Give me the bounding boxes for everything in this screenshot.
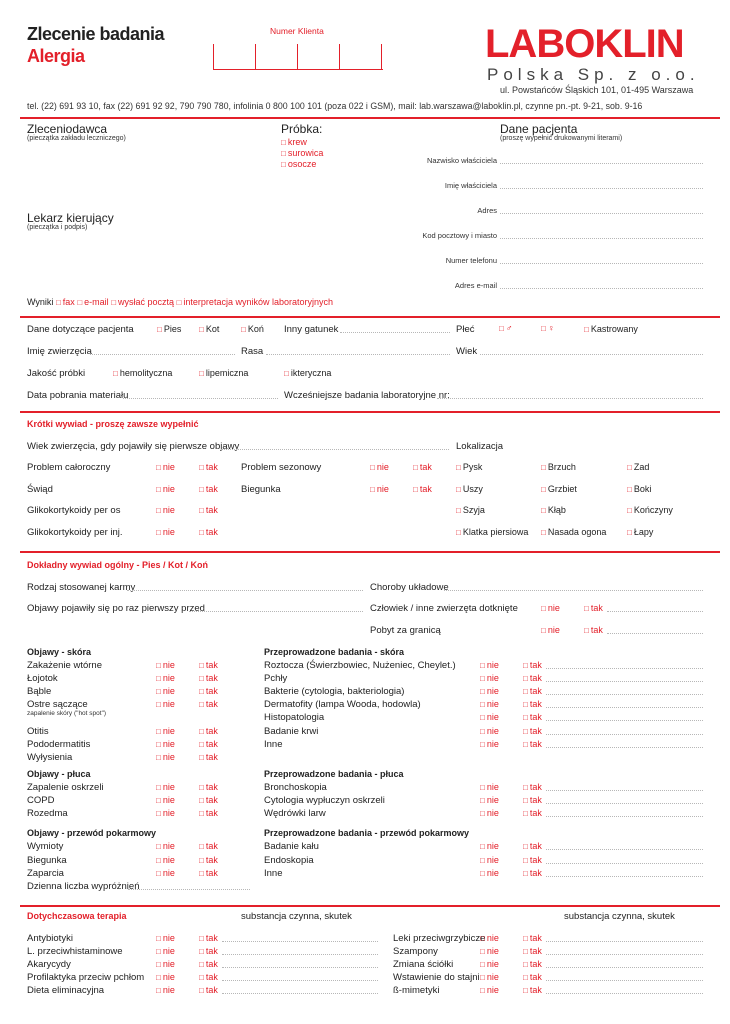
lung-test-2-field[interactable] — [546, 816, 703, 817]
gi-symptom-2-yes-checkbox[interactable]: □ tak — [199, 868, 218, 878]
therapy-left-4-no-checkbox[interactable]: □ nie — [156, 985, 175, 995]
skin-test-2-label: Bakterie (cytologia, bakteriologia) — [264, 686, 405, 697]
year-round-no-checkbox[interactable]: □ nie — [156, 462, 175, 472]
lung-symptom-2-no-checkbox[interactable]: □ nie — [156, 808, 175, 818]
patient-data-label: Dane dotyczące pacjenta — [27, 324, 134, 335]
skin-symptom-1-label: Łojotok — [27, 673, 58, 684]
divider — [20, 411, 720, 413]
therapy-right-1-no-checkbox[interactable]: □ nie — [480, 946, 499, 956]
neutered-checkbox[interactable]: □ Kastrowany — [584, 324, 638, 334]
loc-lapy-checkbox[interactable]: □ Łapy — [627, 527, 653, 537]
lung-test-2-yes-checkbox[interactable]: □ tak — [523, 808, 542, 818]
company-name: Polska Sp. z o.o. — [487, 65, 700, 84]
previous-tests-field[interactable] — [437, 398, 703, 399]
species-kot-checkbox[interactable]: □ Kot — [199, 324, 219, 334]
age-onset-label: Wiek zwierzęcia, gdy pojawiły się pierwsze objawy — [27, 441, 240, 452]
breed-field[interactable] — [266, 354, 450, 355]
loc-grzbiet-checkbox[interactable]: □ Grzbiet — [541, 484, 577, 494]
skin-test-6-label: Inne — [264, 739, 283, 750]
owner-email-label: Adres e-mail — [454, 281, 497, 290]
skin-test-1-no-checkbox[interactable]: □ nie — [480, 673, 499, 683]
lung-test-0-yes-checkbox[interactable]: □ tak — [523, 782, 542, 792]
skin-test-3-no-checkbox[interactable]: □ nie — [480, 699, 499, 709]
therapy-right-0-label: Leki przeciwgrzybicze — [393, 933, 486, 944]
skin-test-5-field[interactable] — [546, 734, 703, 735]
gi-test-0-field[interactable] — [546, 849, 703, 850]
skin-symptom-1-no-checkbox[interactable]: □ nie — [156, 673, 175, 683]
client-number-label: Numer Klienta — [270, 26, 324, 36]
skin-symptom-0-no-checkbox[interactable]: □ nie — [156, 660, 175, 670]
client-number-field[interactable] — [213, 44, 383, 70]
seasonal-no-checkbox[interactable]: □ nie — [370, 462, 389, 472]
breed-label: Rasa — [241, 346, 264, 357]
therapy-right-3-label: Wstawienie do stajni — [393, 972, 480, 983]
lung-symptom-1-no-checkbox[interactable]: □ nie — [156, 795, 175, 805]
gi-symptom-0-yes-checkbox[interactable]: □ tak — [199, 841, 218, 851]
skin-symptom-0-label: Zakażenie wtórne — [27, 660, 102, 671]
skin-symptom-0-yes-checkbox[interactable]: □ tak — [199, 660, 218, 670]
glucocorticoid-inj-label: Glikokortykoidy per inj. — [27, 527, 123, 538]
gi-symptom-0-no-checkbox[interactable]: □ nie — [156, 841, 175, 851]
gi-test-1-field[interactable] — [546, 863, 703, 864]
gi-tests-title: Przeprowadzone badania - przewód pokarmowy — [264, 828, 470, 838]
loc-uszy-checkbox[interactable]: □ Uszy — [456, 484, 483, 494]
skin-test-0-no-checkbox[interactable]: □ nie — [480, 660, 499, 670]
dane-pacjenta-note: (proszę wypełnić drukowanymi literami) — [500, 135, 623, 142]
animal-name-label: Imię zwierzęcia — [27, 346, 92, 357]
owner-name-field[interactable] — [500, 188, 703, 189]
owner-email-field[interactable] — [500, 288, 703, 289]
owner-phone-field[interactable] — [500, 263, 703, 264]
gi-test-2-label: Inne — [264, 868, 283, 879]
skin-test-2-no-checkbox[interactable]: □ nie — [480, 686, 499, 696]
skin-symptom-4-yes-checkbox[interactable]: □ tak — [199, 726, 218, 736]
glucocorticoid-oral-label: Glikokortykoidy per os — [27, 505, 121, 516]
systemic-diseases-label: Choroby układowe — [370, 582, 449, 593]
skin-test-0-yes-checkbox[interactable]: □ tak — [523, 660, 542, 670]
therapy-left-0-yes-checkbox[interactable]: □ tak — [199, 933, 218, 943]
skin-test-6-no-checkbox[interactable]: □ nie — [480, 739, 499, 749]
therapy-right-3-yes-checkbox[interactable]: □ tak — [523, 972, 542, 982]
wyniki-label: Wyniki — [27, 297, 54, 307]
therapy-left-2-no-checkbox[interactable]: □ nie — [156, 959, 175, 969]
age-label: Wiek — [456, 346, 478, 357]
therapy-left-2-label: Akarycydy — [27, 959, 71, 970]
therapy-right-4-field[interactable] — [546, 993, 703, 994]
gi-symptom-1-yes-checkbox[interactable]: □ tak — [199, 855, 218, 865]
therapy-right-4-no-checkbox[interactable]: □ nie — [480, 985, 499, 995]
lung-test-1-yes-checkbox[interactable]: □ tak — [523, 795, 542, 805]
skin-symptom-2-yes-checkbox[interactable]: □ tak — [199, 686, 218, 696]
skin-test-0-label: Roztocza (Świerzbowiec, Nużeniec, Cheylet.) — [264, 660, 456, 671]
gi-test-0-yes-checkbox[interactable]: □ tak — [523, 841, 542, 851]
loc-szyja-checkbox[interactable]: □ Szyja — [456, 505, 485, 515]
substance-header-right: substancja czynna, skutek — [564, 911, 675, 922]
icteric-checkbox[interactable]: □ ikteryczna — [284, 368, 331, 378]
therapy-left-4-field[interactable] — [222, 993, 378, 994]
wyniki-email-checkbox[interactable]: □ e-mail — [77, 297, 108, 307]
skin-test-6-yes-checkbox[interactable]: □ tak — [523, 739, 542, 749]
owner-address-label: Adres — [477, 206, 497, 215]
lung-symptom-0-label: Zapalenie oskrzeli — [27, 782, 104, 793]
divider — [20, 905, 720, 907]
skin-symptom-1-yes-checkbox[interactable]: □ tak — [199, 673, 218, 683]
therapy-left-4-yes-checkbox[interactable]: □ tak — [199, 985, 218, 995]
skin-symptom-2-label: Bąble — [27, 686, 52, 697]
diarrhea-short-yes-checkbox[interactable]: □ tak — [413, 484, 432, 494]
previous-tests-label: Wcześniejsze badania laboratoryjne nr: — [284, 390, 450, 401]
skin-symptom-3-label: Ostre sączące — [27, 699, 88, 710]
loc-klab-checkbox[interactable]: □ Kłąb — [541, 505, 566, 515]
sex-female-checkbox[interactable]: □ ♀ — [541, 323, 555, 333]
therapy-left-0-field[interactable] — [222, 941, 378, 942]
skin-test-3-yes-checkbox[interactable]: □ tak — [523, 699, 542, 709]
skin-test-1-field[interactable] — [546, 681, 703, 682]
wyniki-interpretation-checkbox[interactable]: □ interpretacja wyników laboratoryjnych — [177, 297, 333, 307]
therapy-right-0-field[interactable] — [546, 941, 703, 942]
species-kon-checkbox[interactable]: □ Koń — [241, 324, 264, 334]
food-type-label: Rodzaj stosowanej karmy — [27, 582, 136, 593]
company-address: ul. Powstańców Śląskich 101, 01-495 Warszawa — [500, 85, 694, 95]
lung-tests-title: Przeprowadzone badania - płuca — [264, 769, 404, 779]
lung-test-2-no-checkbox[interactable]: □ nie — [480, 808, 499, 818]
abroad-field[interactable] — [607, 633, 703, 634]
sex-male-checkbox[interactable]: □ ♂ — [499, 323, 513, 333]
therapy-left-1-field[interactable] — [222, 954, 378, 955]
therapy-left-2-field[interactable] — [222, 967, 378, 968]
wyniki-fax-checkbox[interactable]: □ fax — [56, 297, 75, 307]
others-affected-label: Człowiek / inne zwierzęta dotknięte — [370, 603, 518, 614]
others-affected-no-checkbox[interactable]: □ nie — [541, 603, 560, 613]
therapy-right-0-yes-checkbox[interactable]: □ tak — [523, 933, 542, 943]
lipemic-checkbox[interactable]: □ lipemiczna — [199, 368, 248, 378]
gi-test-2-no-checkbox[interactable]: □ nie — [480, 868, 499, 878]
therapy-right-0-no-checkbox[interactable]: □ nie — [480, 933, 499, 943]
pruritus-no-checkbox[interactable]: □ nie — [156, 484, 175, 494]
lung-symptom-1-yes-checkbox[interactable]: □ tak — [199, 795, 218, 805]
owner-phone-label: Numer telefonu — [445, 256, 497, 265]
owner-address-field[interactable] — [500, 213, 703, 214]
systemic-diseases-field[interactable] — [444, 590, 703, 591]
sample-date-field[interactable] — [123, 398, 278, 399]
daily-defecation-field[interactable] — [128, 889, 250, 890]
gi-symptom-1-label: Biegunka — [27, 855, 67, 866]
gi-symptom-2-label: Zaparcia — [27, 868, 64, 879]
others-affected-yes-checkbox[interactable]: □ tak — [584, 603, 603, 613]
skin-test-2-yes-checkbox[interactable]: □ tak — [523, 686, 542, 696]
skin-test-6-field[interactable] — [546, 747, 703, 748]
skin-test-4-no-checkbox[interactable]: □ nie — [480, 712, 499, 722]
skin-test-2-field[interactable] — [546, 694, 703, 695]
pruritus-label: Świąd — [27, 484, 53, 495]
abroad-label: Pobyt za granicą — [370, 625, 441, 636]
general-history-title: Dokładny wywiad ogólny - Pies / Kot / Koń — [27, 560, 209, 570]
seasonal-label: Problem sezonowy — [241, 462, 322, 473]
therapy-left-3-no-checkbox[interactable]: □ nie — [156, 972, 175, 982]
loc-konczyny-checkbox[interactable]: □ Kończyny — [627, 505, 673, 515]
therapy-left-3-yes-checkbox[interactable]: □ tak — [199, 972, 218, 982]
form-title: Zlecenie badania — [27, 24, 165, 44]
lung-test-1-no-checkbox[interactable]: □ nie — [480, 795, 499, 805]
skin-symptom-6-no-checkbox[interactable]: □ nie — [156, 752, 175, 762]
abroad-no-checkbox[interactable]: □ nie — [541, 625, 560, 635]
hemolytic-checkbox[interactable]: □ hemolityczna — [113, 368, 172, 378]
lung-symptoms-title: Objawy - płuca — [27, 769, 91, 779]
therapy-right-1-field[interactable] — [546, 954, 703, 955]
lung-test-2-label: Wędrówki larw — [264, 808, 326, 819]
age-onset-field[interactable] — [221, 449, 449, 450]
skin-test-1-yes-checkbox[interactable]: □ tak — [523, 673, 542, 683]
lekarz-label: Lekarz kierujący — [27, 211, 114, 225]
skin-test-4-field[interactable] — [546, 720, 703, 721]
skin-test-5-label: Badanie krwi — [264, 726, 319, 737]
therapy-right-1-label: Szampony — [393, 946, 438, 957]
therapy-right-2-no-checkbox[interactable]: □ nie — [480, 959, 499, 969]
therapy-right-4-label: ß-mimetyki — [393, 985, 440, 996]
loc-nasada-checkbox[interactable]: □ Nasada ogona — [541, 527, 606, 537]
laboklin-logo: LABOKLIN — [485, 22, 684, 66]
daily-defecation-label: Dzienna liczba wypróżnień — [27, 881, 140, 892]
zleceniodawca-note: (pieczątka zakładu leczniczego) — [27, 135, 126, 142]
lung-symptom-2-yes-checkbox[interactable]: □ tak — [199, 808, 218, 818]
gi-test-2-field[interactable] — [546, 876, 703, 877]
species-pies-checkbox[interactable]: □ Pies — [157, 324, 181, 334]
skin-symptom-4-label: Otitis — [27, 726, 49, 737]
skin-symptom-6-label: Wyłysienia — [27, 752, 73, 763]
glucocorticoid-inj-yes-checkbox[interactable]: □ tak — [199, 527, 218, 537]
skin-hotspot-note: zapalenie skóry ("hot spot") — [27, 710, 107, 717]
skin-symptom-5-no-checkbox[interactable]: □ nie — [156, 739, 175, 749]
gi-symptoms-title: Objawy - przewód pokarmowy — [27, 828, 157, 838]
animal-name-field[interactable] — [90, 354, 235, 355]
company-contact: tel. (22) 691 93 10, fax (22) 691 92 92, 790 790 780, infolinia 0 800 100 101 (poza 022 i GSM), mail: lab.warszawa@laboklin.pl, czynne pn.-pt. 9-21, sob. 9-16 — [27, 101, 643, 111]
lung-test-0-no-checkbox[interactable]: □ nie — [480, 782, 499, 792]
sex-label: Płeć — [456, 324, 475, 335]
gi-test-1-label: Endoskopia — [264, 855, 314, 866]
other-species-field[interactable] — [340, 332, 450, 333]
skin-symptoms-title: Objawy - skóra — [27, 647, 92, 657]
glucocorticoid-inj-no-checkbox[interactable]: □ nie — [156, 527, 175, 537]
wyniki-post-checkbox[interactable]: □ wysłać pocztą — [111, 297, 174, 307]
lung-symptom-0-no-checkbox[interactable]: □ nie — [156, 782, 175, 792]
skin-symptom-5-yes-checkbox[interactable]: □ tak — [199, 739, 218, 749]
dane-pacjenta-label: Dane pacjenta — [500, 122, 578, 136]
probka-krew-checkbox[interactable]: □ krew — [281, 137, 307, 147]
divider — [20, 117, 720, 119]
skin-test-0-field[interactable] — [546, 668, 703, 669]
divider — [20, 551, 720, 553]
first-symptoms-label: Objawy pojawiły się po raz pierwszy przed — [27, 603, 205, 614]
therapy-left-3-field[interactable] — [222, 980, 378, 981]
therapy-left-1-yes-checkbox[interactable]: □ tak — [199, 946, 218, 956]
lung-test-0-field[interactable] — [546, 790, 703, 791]
loc-boki-checkbox[interactable]: □ Boki — [627, 484, 651, 494]
skin-test-4-yes-checkbox[interactable]: □ tak — [523, 712, 542, 722]
skin-test-1-label: Pchły — [264, 673, 288, 684]
lekarz-note: (pieczątka i podpis) — [27, 224, 88, 231]
skin-symptom-5-label: Pododermatitis — [27, 739, 91, 750]
skin-test-4-label: Histopatologia — [264, 712, 325, 723]
substance-header-left: substancja czynna, skutek — [241, 911, 352, 922]
gi-symptom-0-label: Wymioty — [27, 841, 64, 852]
therapy-left-0-no-checkbox[interactable]: □ nie — [156, 933, 175, 943]
glucocorticoid-oral-yes-checkbox[interactable]: □ tak — [199, 505, 218, 515]
owner-surname-label: Nazwisko właściciela — [426, 156, 497, 165]
probka-label: Próbka: — [281, 122, 323, 136]
glucocorticoid-oral-no-checkbox[interactable]: □ nie — [156, 505, 175, 515]
gi-test-1-yes-checkbox[interactable]: □ tak — [523, 855, 542, 865]
pruritus-yes-checkbox[interactable]: □ tak — [199, 484, 218, 494]
therapy-left-0-label: Antybiotyki — [27, 933, 73, 944]
gi-test-0-label: Badanie kału — [264, 841, 319, 852]
year-round-yes-checkbox[interactable]: □ tak — [199, 462, 218, 472]
therapy-title: Dotychczasowa terapia — [27, 911, 127, 921]
probka-surowica-checkbox[interactable]: □ surowica — [281, 148, 323, 158]
probka-osocze-checkbox[interactable]: □ osocze — [281, 159, 316, 169]
loc-zad-checkbox[interactable]: □ Zad — [627, 462, 649, 472]
skin-symptom-3-no-checkbox[interactable]: □ nie — [156, 699, 175, 709]
therapy-right-1-yes-checkbox[interactable]: □ tak — [523, 946, 542, 956]
wyniki-row — [27, 297, 333, 307]
others-affected-field[interactable] — [607, 611, 703, 612]
year-round-label: Problem całoroczny — [27, 462, 111, 473]
skin-test-5-no-checkbox[interactable]: □ nie — [480, 726, 499, 736]
skin-symptom-6-yes-checkbox[interactable]: □ tak — [199, 752, 218, 762]
owner-postal-field[interactable] — [500, 238, 703, 239]
skin-tests-title: Przeprowadzone badania - skóra — [264, 647, 405, 657]
gi-test-2-yes-checkbox[interactable]: □ tak — [523, 868, 542, 878]
skin-test-3-field[interactable] — [546, 707, 703, 708]
loc-pysk-checkbox[interactable]: □ Pysk — [456, 462, 482, 472]
other-species-label: Inny gatunek — [284, 324, 339, 335]
therapy-right-3-field[interactable] — [546, 980, 703, 981]
lung-test-1-label: Cytologia wypłuczyn oskrzeli — [264, 795, 385, 806]
divider — [20, 316, 720, 318]
diarrhea-short-label: Biegunka — [241, 484, 281, 495]
sample-date-label: Data pobrania materiału — [27, 390, 129, 401]
therapy-left-1-label: L. przeciwhistaminowe — [27, 946, 123, 957]
owner-surname-field[interactable] — [500, 163, 703, 164]
therapy-left-3-label: Profilaktyka przeciw pchłom — [27, 972, 145, 983]
zleceniodawca-label: Zleceniodawca — [27, 122, 108, 136]
lung-test-0-label: Bronchoskopia — [264, 782, 327, 793]
therapy-right-2-yes-checkbox[interactable]: □ tak — [523, 959, 542, 969]
therapy-right-2-field[interactable] — [546, 967, 703, 968]
skin-test-5-yes-checkbox[interactable]: □ tak — [523, 726, 542, 736]
skin-symptom-4-no-checkbox[interactable]: □ nie — [156, 726, 175, 736]
therapy-right-3-no-checkbox[interactable]: □ nie — [480, 972, 499, 982]
gi-test-0-no-checkbox[interactable]: □ nie — [480, 841, 499, 851]
owner-postal-label: Kod pocztowy i miasto — [422, 231, 497, 240]
food-type-field[interactable] — [127, 590, 363, 591]
lung-symptom-1-label: COPD — [27, 795, 55, 806]
loc-brzuch-checkbox[interactable]: □ Brzuch — [541, 462, 576, 472]
skin-symptom-2-no-checkbox[interactable]: □ nie — [156, 686, 175, 696]
localization-label: Lokalizacja — [456, 441, 503, 452]
skin-test-3-label: Dermatofity (lampa Wooda, hodowla) — [264, 699, 421, 710]
gi-symptom-1-no-checkbox[interactable]: □ nie — [156, 855, 175, 865]
owner-name-label: Imię właściciela — [444, 181, 497, 190]
lung-symptom-0-yes-checkbox[interactable]: □ tak — [199, 782, 218, 792]
therapy-right-4-yes-checkbox[interactable]: □ tak — [523, 985, 542, 995]
form-subtitle: Alergia — [27, 46, 85, 66]
age-field[interactable] — [480, 354, 703, 355]
abroad-yes-checkbox[interactable]: □ tak — [584, 625, 603, 635]
diarrhea-short-no-checkbox[interactable]: □ nie — [370, 484, 389, 494]
therapy-left-4-label: Dieta eliminacyjna — [27, 985, 105, 996]
gi-test-1-no-checkbox[interactable]: □ nie — [480, 855, 499, 865]
seasonal-yes-checkbox[interactable]: □ tak — [413, 462, 432, 472]
therapy-right-2-label: Zmiana ściółki — [393, 959, 454, 970]
loc-klatka-checkbox[interactable]: □ Klatka piersiowa — [456, 527, 528, 537]
first-symptoms-field[interactable] — [189, 611, 363, 612]
lung-test-1-field[interactable] — [546, 803, 703, 804]
therapy-left-1-no-checkbox[interactable]: □ nie — [156, 946, 175, 956]
short-history-title: Krótki wywiad - proszę zawsze wypełnić — [27, 419, 199, 429]
sample-quality-label: Jakość próbki — [27, 368, 86, 379]
gi-symptom-2-no-checkbox[interactable]: □ nie — [156, 868, 175, 878]
lung-symptom-2-label: Rozedma — [27, 808, 68, 819]
therapy-left-2-yes-checkbox[interactable]: □ tak — [199, 959, 218, 969]
skin-symptom-3-yes-checkbox[interactable]: □ tak — [199, 699, 218, 709]
